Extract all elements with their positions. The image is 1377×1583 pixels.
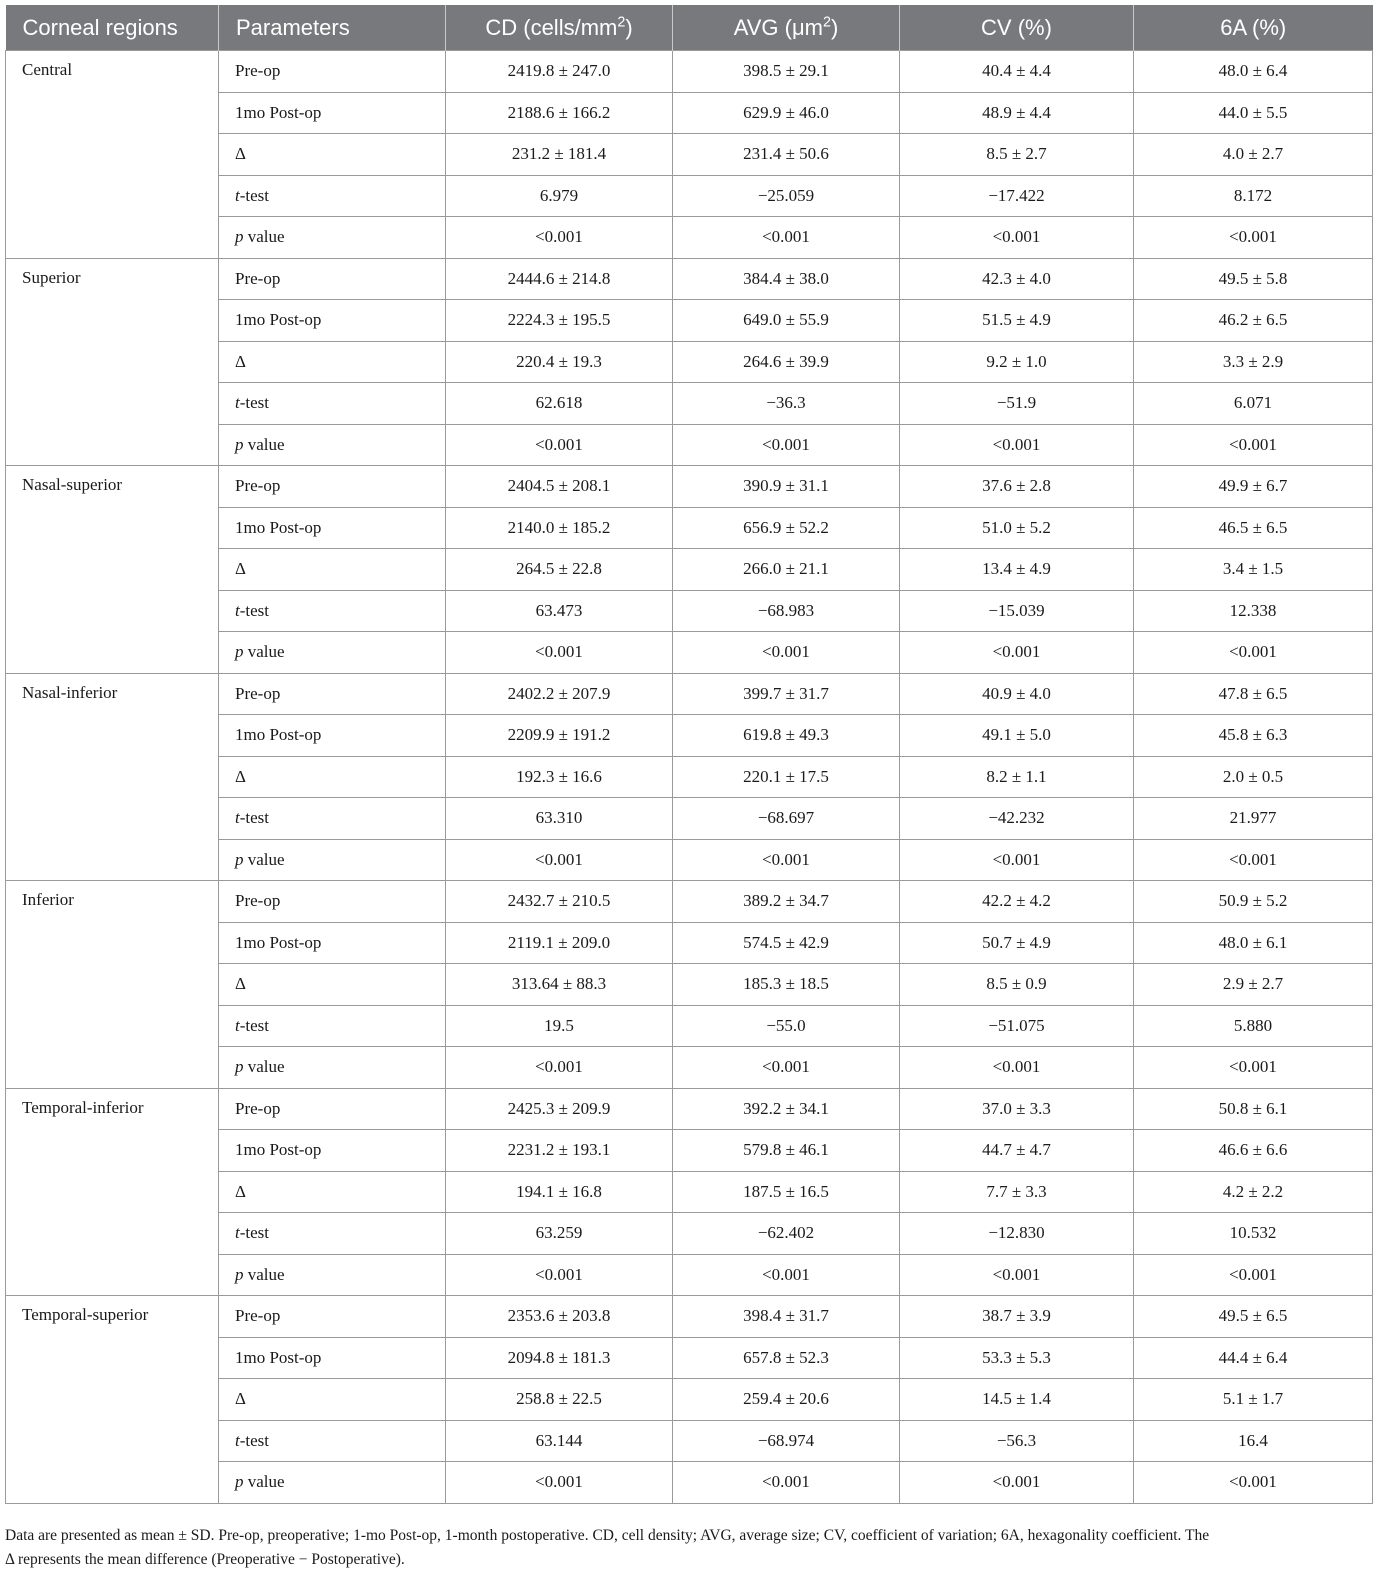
value-cell: 42.3 ± 4.0 (900, 258, 1134, 300)
value-cell: 8.5 ± 0.9 (900, 964, 1134, 1006)
parameter-label-cell: Pre-op (219, 1088, 446, 1130)
parameter-label-cell (219, 424, 446, 466)
value-cell: 63.144 (446, 1420, 673, 1462)
value-cell: 5.880 (1134, 1005, 1373, 1047)
value-cell: <0.001 (446, 632, 673, 674)
footnote-line-1: Data are presented as mean ± SD. Pre-op, preoperative; 1-mo Post-op, 1-month postoperative. CD, cell density; AVG, average size; CV, coefficient of variation; 6A, hexagonality coefficient. The (5, 1527, 1210, 1544)
value-cell: 8.172 (1134, 175, 1373, 217)
value-cell: 2.0 ± 0.5 (1134, 756, 1373, 798)
value-cell: <0.001 (900, 217, 1134, 259)
parameter-label-italic: t (235, 1015, 240, 1035)
parameter-label-italic: t (235, 185, 240, 205)
table-header (6, 5, 1373, 51)
header-corneal-regions: Corneal regions (6, 5, 219, 51)
parameter-label-italic: p (235, 642, 244, 662)
table-row (6, 466, 1373, 508)
value-cell: 2188.6 ± 166.2 (446, 92, 673, 134)
value-cell: 47.8 ± 6.5 (1134, 673, 1373, 715)
value-cell: 231.2 ± 181.4 (446, 134, 673, 176)
value-cell: 231.4 ± 50.6 (673, 134, 900, 176)
parameter-label-cell: Pre-op (219, 673, 446, 715)
parameter-label-cell: 1mo Post-op (219, 1337, 446, 1379)
value-cell: −68.697 (673, 798, 900, 840)
value-cell: <0.001 (900, 1462, 1134, 1504)
value-cell: 2140.0 ± 185.2 (446, 507, 673, 549)
value-cell: 398.5 ± 29.1 (673, 51, 900, 93)
footnote-line-2: Δ represents the mean difference (Preoperative − Postoperative). (5, 1551, 405, 1568)
value-cell: 390.9 ± 31.1 (673, 466, 900, 508)
value-cell: 266.0 ± 21.1 (673, 549, 900, 591)
value-cell: <0.001 (446, 839, 673, 881)
parameter-label-rest: -test (239, 1015, 270, 1035)
value-cell: −12.830 (900, 1213, 1134, 1255)
parameter-label-cell: 1mo Post-op (219, 507, 446, 549)
value-cell: −25.059 (673, 175, 900, 217)
header-cd (446, 5, 673, 51)
region-name-cell: Inferior (6, 881, 219, 1089)
region-name-cell: Nasal-inferior (6, 673, 219, 881)
value-cell: 46.2 ± 6.5 (1134, 300, 1373, 342)
value-cell: 12.338 (1134, 590, 1373, 632)
value-cell: 656.9 ± 52.2 (673, 507, 900, 549)
parameter-label-rest: -test (239, 185, 270, 205)
value-cell: 51.0 ± 5.2 (900, 507, 1134, 549)
value-cell: <0.001 (1134, 1047, 1373, 1089)
value-cell: <0.001 (673, 1462, 900, 1504)
value-cell: 37.6 ± 2.8 (900, 466, 1134, 508)
header-avg-sup: 2 (823, 14, 831, 31)
parameter-label-cell (219, 383, 446, 425)
table-footnote (5, 1524, 1365, 1572)
value-cell: 45.8 ± 6.3 (1134, 715, 1373, 757)
value-cell: 13.4 ± 4.9 (900, 549, 1134, 591)
value-cell: 4.0 ± 2.7 (1134, 134, 1373, 176)
region-name-cell: Temporal-superior (6, 1296, 219, 1504)
value-cell: 264.5 ± 22.8 (446, 549, 673, 591)
header-avg-tail: ) (830, 14, 839, 40)
parameter-label-rest: -test (239, 1223, 270, 1243)
header-cv: CV (%) (900, 5, 1134, 51)
value-cell: 2402.2 ± 207.9 (446, 673, 673, 715)
parameter-label-italic: p (235, 1472, 244, 1492)
parameter-label-rest: value (243, 1472, 285, 1492)
value-cell: 2094.8 ± 181.3 (446, 1337, 673, 1379)
parameter-label-cell: 1mo Post-op (219, 300, 446, 342)
value-cell: 44.4 ± 6.4 (1134, 1337, 1373, 1379)
parameter-label-rest: -test (239, 1430, 270, 1450)
value-cell: 2432.7 ± 210.5 (446, 881, 673, 923)
parameter-label-italic: p (235, 1057, 244, 1077)
parameter-label-italic: p (235, 434, 244, 454)
parameter-label-cell: 1mo Post-op (219, 922, 446, 964)
value-cell: 8.5 ± 2.7 (900, 134, 1134, 176)
value-cell: 50.7 ± 4.9 (900, 922, 1134, 964)
value-cell: 51.5 ± 4.9 (900, 300, 1134, 342)
value-cell: −36.3 (673, 383, 900, 425)
value-cell: 574.5 ± 42.9 (673, 922, 900, 964)
header-cd-sup: 2 (617, 14, 626, 31)
endothelial-parameters-table (5, 5, 1373, 1504)
value-cell: 398.4 ± 31.7 (673, 1296, 900, 1338)
value-cell: 3.4 ± 1.5 (1134, 549, 1373, 591)
parameter-label-italic: p (235, 1264, 244, 1284)
value-cell: −51.075 (900, 1005, 1134, 1047)
parameter-label-cell (219, 175, 446, 217)
table-row (6, 51, 1373, 93)
value-cell: 48.9 ± 4.4 (900, 92, 1134, 134)
value-cell: 2209.9 ± 191.2 (446, 715, 673, 757)
value-cell: 187.5 ± 16.5 (673, 1171, 900, 1213)
header-cd-tail: ) (625, 14, 633, 40)
value-cell: 399.7 ± 31.7 (673, 673, 900, 715)
value-cell: <0.001 (1134, 424, 1373, 466)
value-cell: <0.001 (673, 632, 900, 674)
value-cell: 579.8 ± 46.1 (673, 1130, 900, 1172)
table-row (6, 1296, 1373, 1338)
value-cell: −51.9 (900, 383, 1134, 425)
value-cell: 21.977 (1134, 798, 1373, 840)
parameter-label-rest: value (243, 1264, 285, 1284)
value-cell: 50.9 ± 5.2 (1134, 881, 1373, 923)
parameter-label-cell (219, 1462, 446, 1504)
parameter-label-cell (219, 632, 446, 674)
value-cell: <0.001 (1134, 1254, 1373, 1296)
parameter-label-rest: value (243, 1057, 285, 1077)
value-cell: 313.64 ± 88.3 (446, 964, 673, 1006)
parameter-label-italic: t (235, 393, 240, 413)
parameter-label-cell: 1mo Post-op (219, 715, 446, 757)
value-cell: 392.2 ± 34.1 (673, 1088, 900, 1130)
parameter-label-cell (219, 217, 446, 259)
value-cell: 264.6 ± 39.9 (673, 341, 900, 383)
value-cell: 384.4 ± 38.0 (673, 258, 900, 300)
parameter-label-cell: Δ (219, 549, 446, 591)
value-cell: 5.1 ± 1.7 (1134, 1379, 1373, 1421)
value-cell: 8.2 ± 1.1 (900, 756, 1134, 798)
value-cell: 44.7 ± 4.7 (900, 1130, 1134, 1172)
value-cell: <0.001 (900, 424, 1134, 466)
value-cell: 63.473 (446, 590, 673, 632)
value-cell: <0.001 (673, 217, 900, 259)
value-cell: 49.5 ± 5.8 (1134, 258, 1373, 300)
value-cell: −68.974 (673, 1420, 900, 1462)
value-cell: <0.001 (900, 1254, 1134, 1296)
parameter-label-rest: value (243, 227, 285, 247)
value-cell: 40.9 ± 4.0 (900, 673, 1134, 715)
value-cell: <0.001 (446, 1047, 673, 1089)
value-cell: 48.0 ± 6.4 (1134, 51, 1373, 93)
parameter-label-italic: t (235, 1430, 240, 1450)
value-cell: <0.001 (446, 217, 673, 259)
value-cell: 49.1 ± 5.0 (900, 715, 1134, 757)
parameter-label-cell (219, 839, 446, 881)
value-cell: 50.8 ± 6.1 (1134, 1088, 1373, 1130)
header-avg (673, 5, 900, 51)
value-cell: <0.001 (900, 1047, 1134, 1089)
value-cell: <0.001 (1134, 839, 1373, 881)
parameter-label-rest: value (243, 849, 285, 869)
region-name-cell: Temporal-inferior (6, 1088, 219, 1296)
value-cell: 10.532 (1134, 1213, 1373, 1255)
value-cell: <0.001 (446, 1462, 673, 1504)
parameter-label-cell: Δ (219, 756, 446, 798)
table-body (6, 51, 1373, 1504)
header-row (6, 5, 1373, 51)
parameter-label-cell: Δ (219, 341, 446, 383)
table-row (6, 258, 1373, 300)
parameter-label-cell: Pre-op (219, 51, 446, 93)
value-cell: 49.9 ± 6.7 (1134, 466, 1373, 508)
value-cell: 40.4 ± 4.4 (900, 51, 1134, 93)
parameter-label-cell: 1mo Post-op (219, 92, 446, 134)
parameter-label-cell: Pre-op (219, 466, 446, 508)
parameter-label-cell: Δ (219, 1171, 446, 1213)
value-cell: 46.6 ± 6.6 (1134, 1130, 1373, 1172)
value-cell: 220.1 ± 17.5 (673, 756, 900, 798)
parameter-label-cell (219, 1047, 446, 1089)
parameter-label-cell (219, 1254, 446, 1296)
value-cell: 7.7 ± 3.3 (900, 1171, 1134, 1213)
value-cell: <0.001 (900, 839, 1134, 881)
parameter-label-italic: t (235, 1223, 240, 1243)
value-cell: 220.4 ± 19.3 (446, 341, 673, 383)
region-name-cell: Central (6, 51, 219, 259)
value-cell: 258.8 ± 22.5 (446, 1379, 673, 1421)
value-cell: 619.8 ± 49.3 (673, 715, 900, 757)
value-cell: 37.0 ± 3.3 (900, 1088, 1134, 1130)
value-cell: <0.001 (673, 1047, 900, 1089)
value-cell: 4.2 ± 2.2 (1134, 1171, 1373, 1213)
value-cell: −15.039 (900, 590, 1134, 632)
parameter-label-rest: value (243, 642, 285, 662)
value-cell: −17.422 (900, 175, 1134, 217)
value-cell: 2231.2 ± 193.1 (446, 1130, 673, 1172)
value-cell: −42.232 (900, 798, 1134, 840)
parameter-label-cell: Δ (219, 134, 446, 176)
region-name-cell: Nasal-superior (6, 466, 219, 674)
value-cell: <0.001 (1134, 217, 1373, 259)
parameter-label-cell (219, 590, 446, 632)
value-cell: 9.2 ± 1.0 (900, 341, 1134, 383)
parameter-label-rest: -test (239, 600, 270, 620)
value-cell: 192.3 ± 16.6 (446, 756, 673, 798)
value-cell: 2.9 ± 2.7 (1134, 964, 1373, 1006)
value-cell: 38.7 ± 3.9 (900, 1296, 1134, 1338)
parameter-label-cell: Pre-op (219, 1296, 446, 1338)
parameter-label-italic: t (235, 600, 240, 620)
value-cell: 2224.3 ± 195.5 (446, 300, 673, 342)
value-cell: 657.8 ± 52.3 (673, 1337, 900, 1379)
value-cell: <0.001 (900, 632, 1134, 674)
value-cell: 259.4 ± 20.6 (673, 1379, 900, 1421)
header-6a: 6A (%) (1134, 5, 1373, 51)
value-cell: 48.0 ± 6.1 (1134, 922, 1373, 964)
value-cell: <0.001 (446, 1254, 673, 1296)
value-cell: <0.001 (1134, 632, 1373, 674)
value-cell: −56.3 (900, 1420, 1134, 1462)
parameter-label-cell: Δ (219, 964, 446, 1006)
table-row (6, 1088, 1373, 1130)
value-cell: <0.001 (673, 839, 900, 881)
value-cell: 44.0 ± 5.5 (1134, 92, 1373, 134)
table-row (6, 881, 1373, 923)
value-cell: 16.4 (1134, 1420, 1373, 1462)
header-cd-text: CD (cells/mm (485, 14, 618, 40)
results-table-container (5, 5, 1372, 1504)
parameter-label-italic: t (235, 808, 240, 828)
region-name-cell: Superior (6, 258, 219, 466)
value-cell: −55.0 (673, 1005, 900, 1047)
parameter-label-cell (219, 1420, 446, 1462)
value-cell: 2425.3 ± 209.9 (446, 1088, 673, 1130)
value-cell: 42.2 ± 4.2 (900, 881, 1134, 923)
parameter-label-cell (219, 798, 446, 840)
value-cell: 6.071 (1134, 383, 1373, 425)
value-cell: 2419.8 ± 247.0 (446, 51, 673, 93)
value-cell: 389.2 ± 34.7 (673, 881, 900, 923)
value-cell: 629.9 ± 46.0 (673, 92, 900, 134)
parameter-label-cell (219, 1005, 446, 1047)
header-parameters: Parameters (219, 5, 446, 51)
value-cell: 14.5 ± 1.4 (900, 1379, 1134, 1421)
parameter-label-cell: Pre-op (219, 258, 446, 300)
value-cell: 63.310 (446, 798, 673, 840)
parameter-label-cell: Δ (219, 1379, 446, 1421)
value-cell: −62.402 (673, 1213, 900, 1255)
value-cell: 19.5 (446, 1005, 673, 1047)
parameter-label-rest: value (243, 434, 285, 454)
value-cell: 6.979 (446, 175, 673, 217)
value-cell: 2353.6 ± 203.8 (446, 1296, 673, 1338)
value-cell: 49.5 ± 6.5 (1134, 1296, 1373, 1338)
value-cell: <0.001 (673, 424, 900, 466)
parameter-label-rest: -test (239, 393, 270, 413)
value-cell: <0.001 (1134, 1462, 1373, 1504)
parameter-label-italic: p (235, 227, 244, 247)
parameter-label-italic: p (235, 849, 244, 869)
parameter-label-cell: Pre-op (219, 881, 446, 923)
value-cell: 194.1 ± 16.8 (446, 1171, 673, 1213)
parameter-label-cell: 1mo Post-op (219, 1130, 446, 1172)
value-cell: 2119.1 ± 209.0 (446, 922, 673, 964)
value-cell: 62.618 (446, 383, 673, 425)
value-cell: 63.259 (446, 1213, 673, 1255)
parameter-label-cell (219, 1213, 446, 1255)
parameter-label-rest: -test (239, 808, 270, 828)
value-cell: <0.001 (446, 424, 673, 466)
value-cell: 46.5 ± 6.5 (1134, 507, 1373, 549)
value-cell: −68.983 (673, 590, 900, 632)
value-cell: 53.3 ± 5.3 (900, 1337, 1134, 1379)
value-cell: 649.0 ± 55.9 (673, 300, 900, 342)
value-cell: 3.3 ± 2.9 (1134, 341, 1373, 383)
value-cell: 2444.6 ± 214.8 (446, 258, 673, 300)
value-cell: 185.3 ± 18.5 (673, 964, 900, 1006)
header-avg-text: AVG (μm (733, 14, 823, 40)
value-cell: 2404.5 ± 208.1 (446, 466, 673, 508)
table-row (6, 673, 1373, 715)
value-cell: <0.001 (673, 1254, 900, 1296)
